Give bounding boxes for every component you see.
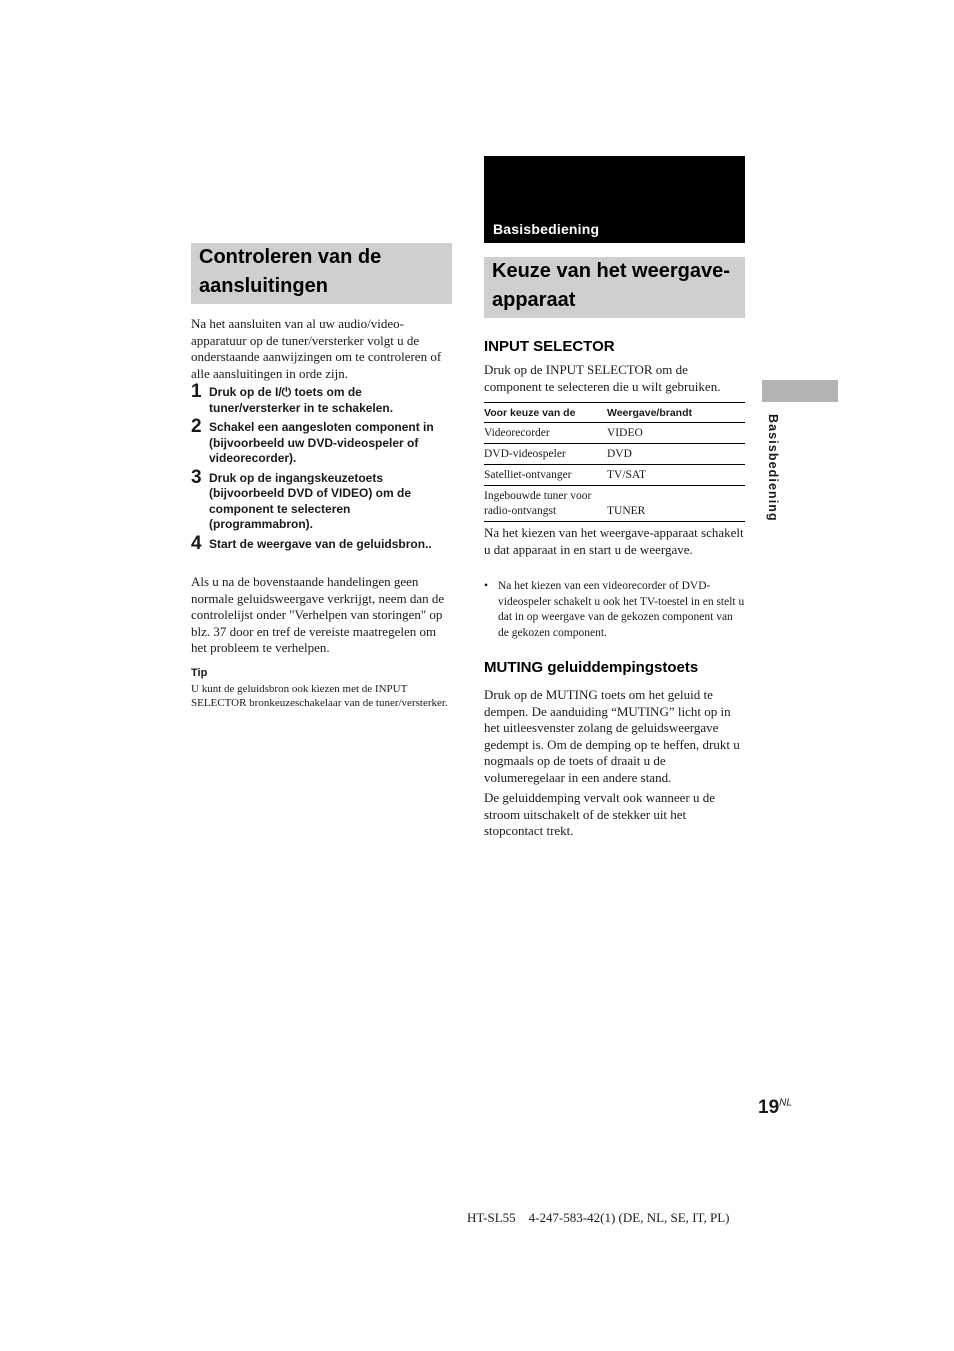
step-number: 3	[191, 466, 202, 488]
step-number: 1	[191, 381, 202, 402]
table-row	[484, 423, 745, 444]
source-table	[484, 402, 745, 522]
note-list	[484, 579, 746, 641]
muting-para-1: Druk op de MUTING toets om het geluid te dempen. De aanduiding “MUTING” licht op in het uitleesvenster zolang de geluidsweergave gedempt is. Om de demping op te heffen, drukt u nogmaals op de toets of draait u de volumeregelaar in een andere stand.	[484, 687, 740, 785]
step-3	[191, 466, 453, 533]
table-header-row	[484, 403, 745, 423]
step-number: 4	[191, 532, 202, 554]
table-cell: VIDEO	[607, 423, 745, 444]
steps-list	[191, 381, 453, 556]
page-number	[758, 1097, 792, 1119]
left-after-steps: Als u na de bovenstaande handelingen geen normale geluidsweergave verkrijgt, neem dan de controlelijst onder "Verhelpen van storingen" op blz. 37 door en tref de vereiste maatregelen om het probleem te verhelpen.	[191, 574, 445, 655]
table-header-cell: Weergave/brandt	[607, 403, 745, 423]
step-number: 2	[191, 416, 202, 437]
step-4	[191, 532, 453, 554]
table-cell: Satelliet-ontvanger	[484, 465, 607, 486]
section-banner	[484, 156, 745, 243]
page-language-suffix: NL	[779, 1097, 792, 1109]
table-row	[484, 444, 745, 465]
muting-heading: MUTING geluiddempingstoets	[484, 659, 699, 676]
table-row	[484, 465, 745, 486]
step-text: Schakel een aangesloten component in (bijvoorbeeld uw DVD-videospeler of videorecorder).	[209, 420, 434, 465]
muting-para-2: De geluiddemping vervalt ook wanneer u de stroom uitschakelt of de stekker uit het stopcontact trekt.	[484, 790, 716, 838]
side-tab	[762, 380, 838, 402]
table-cell: Videorecorder	[484, 423, 607, 444]
table-cell: Ingebouwde tuner voor radio-ontvangst	[484, 486, 607, 522]
step-text: Druk op de I/⏻ toets om de tuner/versterker in te schakelen.	[209, 385, 394, 415]
step-text: Druk op de ingangskeuzetoets (bijvoorbeeld DVD of VIDEO) om de component te selecteren (programmabron).	[209, 470, 412, 531]
side-label	[760, 414, 784, 554]
table-cell: DVD	[607, 444, 745, 465]
input-selector-heading: INPUT SELECTOR	[484, 338, 615, 355]
source-table-wrap	[484, 402, 745, 522]
step-1	[191, 381, 453, 416]
left-intro: Na het aansluiten van al uw audio/video-apparatuur op de tuner/versterker volgt u de onderstaande aanwijzingen om te controleren of alle aansluitingen in orde zijn.	[191, 316, 442, 381]
step-2	[191, 416, 453, 467]
table-cell: TUNER	[607, 486, 745, 522]
page-number-value: 19	[758, 1097, 780, 1118]
side-label-text: Basisbediening	[766, 414, 780, 522]
left-section-title: Controleren van de aansluitingen	[191, 243, 452, 304]
tip-text: U kunt de geluidsbron ook kiezen met de INPUT SELECTOR bronkeuzeschakelaar van de tuner/versterker.	[191, 683, 448, 709]
step-text: Start de weergave van de geluidsbron..	[209, 536, 432, 551]
after-table-text: Na het kiezen van het weergave-apparaat schakelt u dat apparaat in en start u de weergave.	[484, 525, 744, 557]
footer-model-code: HT-SL55 4-247-583-42(1) (DE, NL, SE, IT, PL)	[467, 1210, 730, 1225]
table-header-cell: Voor keuze van de	[484, 403, 607, 423]
table-cell: DVD-videospeler	[484, 444, 607, 465]
table-row	[484, 486, 745, 522]
table-cell: TV/SAT	[607, 465, 745, 486]
tip-label: Tip	[191, 667, 208, 679]
note-item: • Na het kiezen van een videorecorder of DVD-videospeler schakelt u ook het TV-toestel in en stelt u dat in op weergave van de gekozen component van de gekozen component.	[484, 579, 746, 641]
section-banner-label: Basisbediening	[493, 221, 600, 237]
input-selector-text: Druk op de INPUT SELECTOR om de component te selecteren die u wilt gebruiken.	[484, 362, 721, 394]
right-section-title: Keuze van het weergave-apparaat	[484, 257, 745, 318]
